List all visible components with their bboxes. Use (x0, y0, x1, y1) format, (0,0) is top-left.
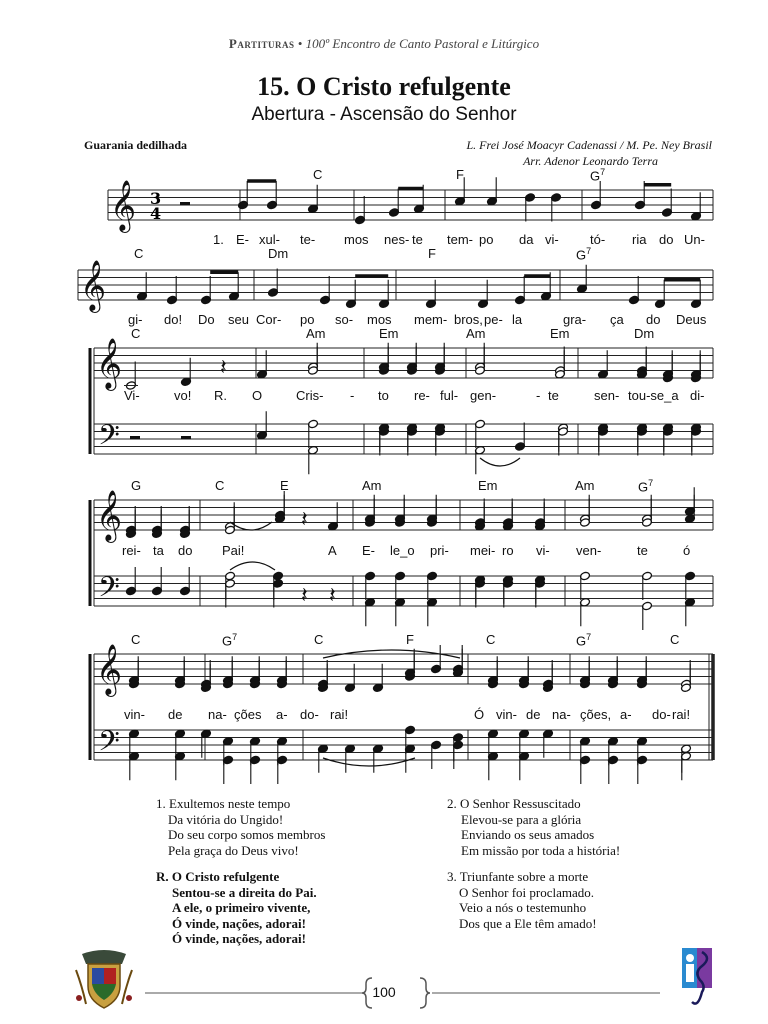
refrain-line: R. O Cristo refulgente (156, 869, 280, 884)
lyric-syllable: do (659, 232, 674, 247)
lyric-syllable: pri- (430, 543, 449, 558)
coat-of-arms-icon (74, 950, 134, 1012)
lyric-syllable: te (548, 388, 559, 403)
lyric-syllable: pe- (484, 312, 503, 327)
stanza-line: Dos que a Ele têm amado! (459, 915, 597, 931)
lyric-syllable: tem- (447, 232, 473, 247)
quarter-rest: 𝄽 (220, 355, 227, 381)
chord-name: Dm (268, 246, 289, 261)
lyric-syllable: Ó (474, 707, 485, 722)
chord-name: C (134, 246, 144, 261)
stanza-line: Do seu corpo somos membros (168, 827, 326, 842)
lyric-syllable: rai! (330, 707, 349, 722)
lyric-syllable: do (178, 543, 193, 558)
lyric-syllable: vi- (545, 232, 559, 247)
chord-name: C (314, 632, 324, 647)
lyric-syllable: xul- (259, 232, 280, 247)
lyric-syllable: de (168, 707, 183, 722)
chord-name: Am (306, 326, 326, 341)
chord-extension: 7 (648, 478, 654, 488)
lyric-syllable: Deus (676, 312, 707, 327)
credits-lyrics-music: L. Frei José Moacyr Cadenassi / M. Pe. Ney Brasil (466, 138, 712, 152)
lyric-syllable: Un- (684, 232, 705, 247)
chord-name: G (576, 633, 587, 649)
lyric-syllable: ven- (576, 543, 602, 558)
lyric-syllable: tó- (590, 232, 606, 247)
lyric-syllable: Do (198, 312, 215, 327)
lyric-syllable: do- (300, 707, 319, 722)
treble-clef-icon: 𝄞 (96, 644, 123, 695)
quarter-rest: 𝄽 (301, 583, 308, 609)
lyric-syllable: Cris- (296, 388, 324, 403)
chord-name: G (638, 479, 649, 495)
lyric-syllable: te- (300, 232, 316, 247)
stanza-line: Enviando os seus amados (461, 827, 595, 842)
chord-name: F (406, 632, 414, 647)
chord-name: Dm (634, 326, 655, 341)
stanza-line: 1. Exultemos neste tempo (156, 796, 291, 811)
stanza-line: 3. Triunfante sobre a morte (447, 869, 589, 884)
stanza-line: Em missão por toda a história! (461, 842, 621, 858)
lyric-syllable: te (412, 232, 423, 247)
lyric-syllable: vo! (174, 388, 192, 403)
chord-name: C (670, 632, 680, 647)
music-logo-icon (680, 944, 714, 1016)
refrain-line: Ó vinde, nações, adorai! (172, 915, 306, 931)
quarter-rest: 𝄽 (329, 583, 336, 609)
header-event: 100º Encontro de Canto Pastoral e Litúrgico (305, 36, 540, 51)
treble-clef-icon: 𝄞 (96, 490, 123, 541)
lyric-syllable: ça (610, 312, 624, 327)
chord-name: Em (379, 326, 399, 341)
rhythm-style-label: Guarania dedilhada (84, 138, 188, 152)
chord-name: C (486, 632, 496, 647)
lyric-syllable: ções, (580, 707, 612, 722)
bass-clef-icon: 𝄢 (98, 725, 120, 765)
stanza-line: O Senhor foi proclamado. (459, 884, 595, 900)
lyric-syllable: ó (683, 543, 691, 558)
lyric-syllable: gra- (563, 312, 587, 327)
chord-extension: 7 (600, 167, 606, 177)
lyric-syllable: do- (652, 707, 671, 722)
lyric-syllable: ful- (440, 388, 459, 403)
chord-name: G (131, 478, 142, 493)
lyric-syllable: Vi- (124, 388, 140, 403)
lyric-syllable: mei- (470, 543, 496, 558)
chord-name: Em (550, 326, 570, 341)
stanza-line: Veio a nós o testemunho (459, 900, 587, 915)
lyric-syllable: E- (362, 543, 375, 558)
lyric-syllable: to (378, 388, 389, 403)
chord-name: F (456, 167, 464, 182)
lyric-syllable: ro (502, 543, 514, 558)
lyric-syllable: A (328, 543, 337, 558)
lyric-syllable: vin- (496, 707, 517, 722)
lyric-syllable: mos (367, 312, 392, 327)
treble-clef-icon: 𝄞 (96, 338, 123, 389)
chord-name: E (280, 478, 289, 493)
lyric-syllable: seu (228, 312, 249, 327)
stanza-line: Elevou-se para a glória (461, 811, 582, 827)
lyric-syllable: tou-se_a (628, 388, 679, 403)
lyric-syllable: rei- (122, 543, 141, 558)
treble-clef-icon: 𝄞 (110, 180, 137, 231)
lyric-syllable: E- (236, 232, 249, 247)
lyric-syllable: gen- (470, 388, 497, 403)
header-section: Partituras (228, 36, 295, 51)
lyric-syllable: R. (214, 388, 227, 403)
treble-clef-icon: 𝄞 (80, 260, 107, 311)
header-separator: • (294, 36, 306, 51)
chord-name: C (131, 632, 141, 647)
chord-name: Em (478, 478, 498, 493)
refrain-line: A ele, o primeiro vivente, (172, 900, 311, 915)
refrain-line: Ó vinde, nações, adorai! (172, 931, 306, 946)
page-number: 100 (372, 984, 396, 1000)
lyric-syllable: re- (414, 388, 430, 403)
stanza-line: Pela graça do Deus vivo! (168, 842, 299, 858)
chord-name: Am (362, 478, 382, 493)
lyric-syllable: di- (690, 388, 705, 403)
lyric-syllable: 1. (213, 232, 224, 247)
lyric-syllable: le_o (390, 543, 415, 558)
chord-name: F (428, 246, 436, 261)
chord-name: Am (466, 326, 486, 341)
chord-extension: 7 (586, 632, 592, 642)
lyric-syllable: na- (208, 707, 227, 722)
lyric-syllable: de (526, 707, 541, 722)
lyric-syllable: gi- (128, 312, 143, 327)
lyric-syllable: po (479, 232, 494, 247)
chord-name: C (131, 326, 141, 341)
lyric-syllable: mos (344, 232, 369, 247)
lyric-syllable: vi- (536, 543, 550, 558)
refrain-line: Sentou-se a direita do Pai. (172, 884, 317, 900)
lyric-syllable: Cor- (256, 312, 282, 327)
chord-name: Am (575, 478, 595, 493)
chord-name: G (576, 247, 587, 263)
chord-name: C (215, 478, 225, 493)
quarter-rest: 𝄽 (301, 507, 308, 533)
time-signature-bottom: 4 (150, 204, 162, 223)
credits-arrangement: Arr. Adenor Leonardo Terra (523, 154, 658, 168)
lyric-syllable: nes- (384, 232, 410, 247)
lyric-syllable: vin- (124, 707, 145, 722)
chord-extension: 7 (232, 632, 238, 642)
lyric-syllable: - (350, 388, 355, 403)
lyric-syllable: ções (234, 707, 262, 722)
lyric-syllable: na- (552, 707, 571, 722)
lyric-syllable: ria (632, 232, 647, 247)
lyric-syllable: mem- (414, 312, 448, 327)
lyric-syllable: Pai! (222, 543, 245, 558)
chord-extension: 7 (586, 246, 592, 256)
lyric-syllable: - (536, 388, 541, 403)
stanza-line: Da vitória do Ungido! (168, 811, 284, 827)
bass-clef-icon: 𝄢 (98, 419, 120, 459)
lyric-syllable: da (519, 232, 534, 247)
lyric-syllable: bros, (454, 312, 483, 327)
chord-name: G (222, 633, 233, 649)
lyric-syllable: rai! (672, 707, 691, 722)
lyric-syllable: a- (620, 707, 632, 722)
chord-name: C (313, 167, 323, 182)
lyric-syllable: la (512, 312, 523, 327)
time-signature-top: 3 (150, 189, 162, 208)
lyric-syllable: ta (153, 543, 164, 558)
lyric-syllable: po (300, 312, 315, 327)
song-title: 15. O Cristo refulgente (257, 72, 511, 101)
lyric-syllable: O (252, 388, 263, 403)
lyric-syllable: te (637, 543, 648, 558)
stanza-line: 2. O Senhor Ressuscitado (447, 796, 581, 811)
lyric-syllable: sen- (594, 388, 620, 403)
chord-name: G (590, 168, 601, 184)
lyric-syllable: a- (276, 707, 288, 722)
lyric-syllable: do! (164, 312, 183, 327)
lyric-syllable: so- (335, 312, 354, 327)
lyric-syllable: do (646, 312, 661, 327)
bass-clef-icon: 𝄢 (98, 571, 120, 611)
song-subtitle: Abertura - Ascensão do Senhor (251, 104, 517, 125)
